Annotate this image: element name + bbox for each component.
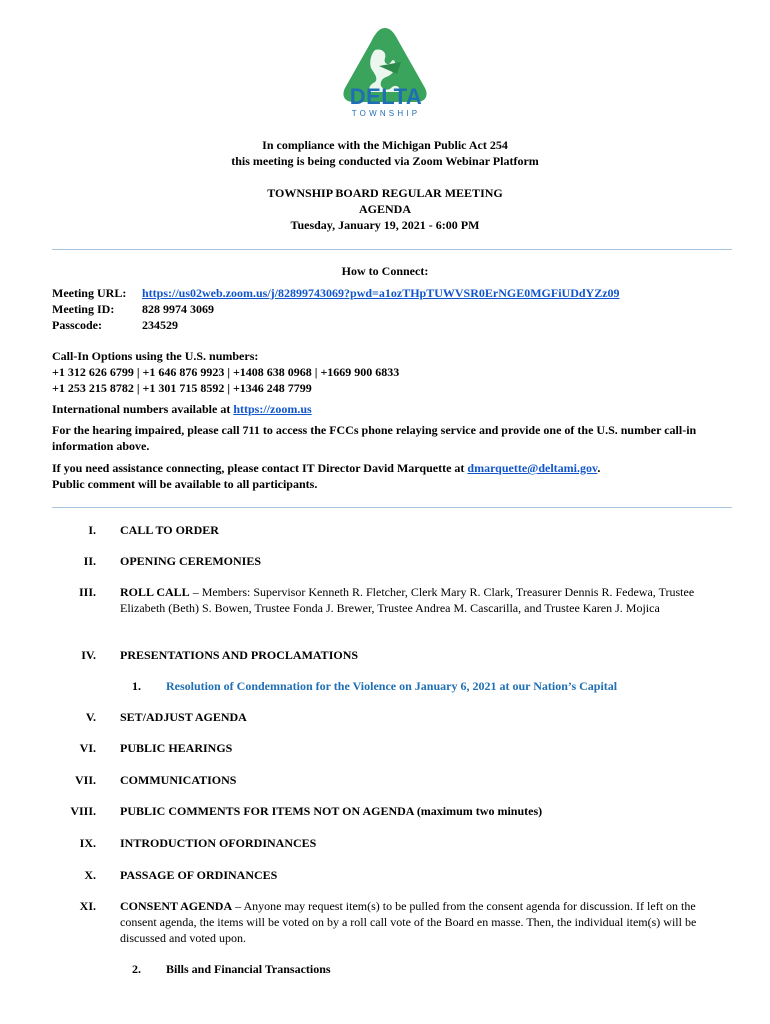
international-text: International numbers available at [52,402,234,416]
item-passage-ordinances: PASSAGE OF ORDINANCES [120,868,278,882]
assistance-text: If you need assistance connecting, please contact IT Director David Marquette at [52,461,468,475]
item-number-v: V. [85,710,96,724]
subitem-resolution-link[interactable]: Resolution of Condemnation for the Violence on January 6, 2021 at our Nation’s Capital [166,679,618,693]
item-opening-ceremonies: OPENING CEREMONIES [120,554,262,568]
meeting-date: Tuesday, January 19, 2021 - 6:00 PM [290,218,480,232]
callin-numbers-2: +1 253 215 8782 | +1 301 715 8592 | +1346 248 7799 [52,381,312,395]
meeting-id-label: Meeting ID: [52,302,115,316]
subitem-number-2: 2. [132,962,141,976]
item-set-adjust-agenda: SET/ADJUST AGENDA [120,710,247,724]
hearing-impaired-note: For the hearing impaired, please call 711 to access the FCCs phone relaying service and provide one of the U.S. number call-in information above. [52,423,697,453]
divider-bottom [52,507,732,508]
item-number-vi: VI. [79,741,96,755]
item-number-i: I. [88,523,96,537]
meeting-id-value: 828 9974 3069 [142,302,214,316]
passcode-label: Passcode: [52,318,102,332]
assistance-line [52,460,600,476]
item-consent-agenda [120,898,732,946]
compliance-line-1: In compliance with the Michigan Public Act 254 [262,138,508,152]
item-public-hearings: PUBLIC HEARINGS [120,741,233,755]
item-call-to-order: CALL TO ORDER [120,523,219,537]
item-number-ix: IX. [79,836,96,850]
item-presentations: PRESENTATIONS AND PROCLAMATIONS [120,648,359,662]
public-comment-note: Public comment will be available to all participants. [52,477,318,491]
roll-call-title: ROLL CALL [120,585,190,599]
item-number-x: X. [84,868,96,882]
how-to-connect-heading: How to Connect: [341,264,429,278]
item-public-comments: PUBLIC COMMENTS FOR ITEMS NOT ON AGENDA (maximum two minutes) [120,804,543,818]
international-numbers [52,401,312,417]
roll-call-members: – Members: Supervisor Kenneth R. Fletcher, Clerk Mary R. Clark, Treasurer Dennis R. Fedewa, Trustee Elizabeth (Beth) S. Bowen, Trustee Fonda J. Brewer, Trustee Andrea M. Cascarilla, and Trustee Karen J. Mojica [120,585,695,615]
item-introduction-ordinances: INTRODUCTION OFORDINANCES [120,836,317,850]
item-number-iv: IV. [81,648,96,662]
item-number-vii: VII. [74,773,96,787]
subitem-bills-financial: Bills and Financial Transactions [166,962,331,976]
consent-agenda-text: – Anyone may request item(s) to be pulled from the consent agenda for discussion. If left on the consent agenda, the items will be voted on by a roll call vote of the Board en masse. Then, the individual item(s) will be discussed and voted upon. [120,899,697,945]
zoom-link[interactable]: https://zoom.us [233,402,312,416]
item-number-ii: II. [83,554,96,568]
passcode-value: 234529 [142,318,178,332]
logo-subtitle: TOWNSHIP [351,109,421,118]
agenda-title: AGENDA [358,202,411,216]
compliance-line-2: this meeting is being conducted via Zoom Webinar Platform [231,154,539,168]
callin-heading: Call-In Options using the U.S. numbers: [52,349,259,363]
meeting-title: TOWNSHIP BOARD REGULAR MEETING [267,186,503,200]
consent-agenda-title: CONSENT AGENDA [120,899,233,913]
callin-numbers-1: +1 312 626 6799 | +1 646 876 9923 | +1408 638 0968 | +1669 900 6833 [52,365,400,379]
subitem-number-1: 1. [132,679,141,693]
item-communications: COMMUNICATIONS [120,773,237,787]
logo-wordmark: DELTA [349,84,423,109]
item-roll-call [120,584,732,616]
divider-top [52,249,732,250]
item-number-viii: VIII. [70,804,96,818]
item-number-iii: III. [78,585,96,599]
assistance-period: . [597,461,601,475]
item-number-xi: XI. [79,899,96,913]
meeting-url-label: Meeting URL: [52,286,127,300]
meeting-url-link[interactable]: https://us02web.zoom.us/j/82899743069?pwd=a1ozTHpTUWVSR0ErNGE0MGFiUDdYZz09 [142,286,620,300]
email-link[interactable]: dmarquette@deltami.gov [467,461,598,475]
